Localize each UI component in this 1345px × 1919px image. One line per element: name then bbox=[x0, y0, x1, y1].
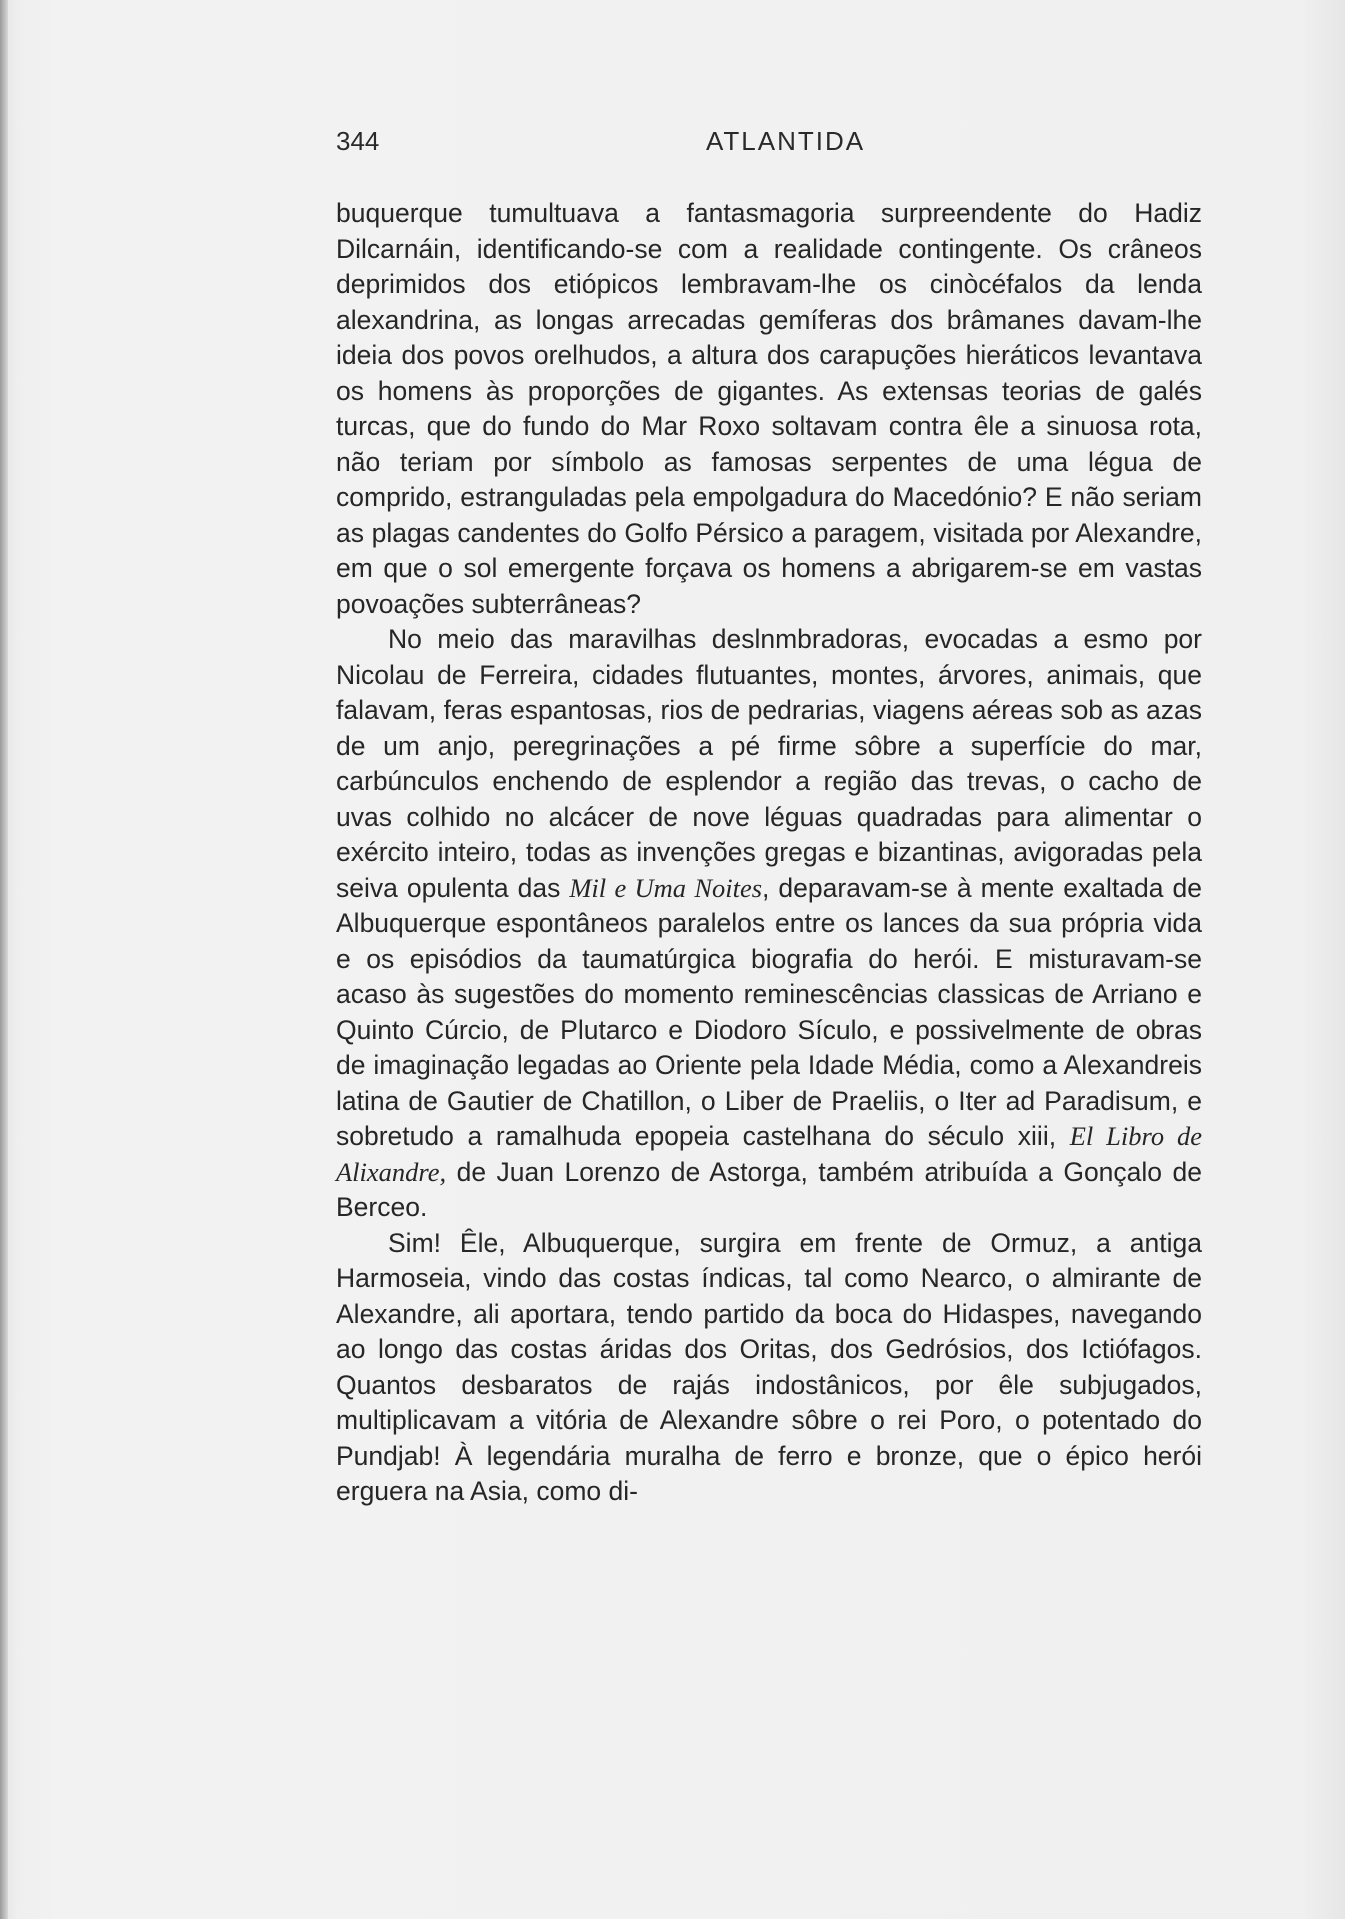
paragraph-2-part-1: No meio das maravilhas deslnmbradoras, evocadas a esmo por Nicolau de Ferreira, cidades flutuantes, montes, árvores, animais, que falavam, feras espantosas, rios de pedrarias, viagens aéreas sob as azas de um anjo, peregrinações a pé firme sôbre a superfície do mar, carbúnculos enchendo de esplendor a região das trevas, o cacho de uvas colhido no alcácer de nove léguas quadradas para alimentar o exército inteiro, todas as invenções gregas e bizantinas, avigoradas pela seiva opulenta das bbox=[336, 624, 1202, 903]
paragraph-3: Sim! Êle, Albuquerque, surgira em frente de Ormuz, a antiga Harmoseia, vindo das costas índicas, tal como Nearco, o almirante de Alexandre, ali aportara, tendo partido da boca do Hidaspes, navegando ao longo das costas áridas dos Oritas, dos Gedrósios, dos Ictiófagos. Quantos desbaratos de rajás indostânicos, por êle subjugados, multiplicavam a vitória de Alexandre sôbre o rei Poro, o potentado do Pundjab! À legendária muralha de ferro e bronze, que o épico herói erguera na Asia, como di- bbox=[336, 1227, 1202, 1506]
paragraph-2-part-2: , deparavam-se à mente exaltada de Albuquerque espontâneos paralelos entre os lances da sua própria vida e os episódios da taumatúrgica biografia do herói. E misturavam-se acaso às sugestões do momento reminescências classicas de Arriano e Quinto Cúrcio, de Plutarco e Diodoro Sículo, e possivelmente de obras de imaginação legadas ao Oriente pela Idade Média, como a Alexandreis latina de Gautier de Chatillon, o Liber de Praeliis, o Iter ad Paradisum, e sobretudo a ramalhuda epopeia castelhana do século xiii, bbox=[336, 872, 1202, 1151]
body-text bbox=[336, 196, 1202, 1510]
page-spine-shadow bbox=[0, 0, 8, 1919]
page-number: 344 bbox=[336, 126, 380, 156]
paragraph-2-part-3: de Juan Lorenzo de Astorga, também atribuída a Gonçalo de Berceo. bbox=[336, 1156, 1202, 1222]
paragraph-1: buquerque tumultuava a fantasmagoria surpreendente do Hadiz Dilcarnáin, identificando-se com a realidade contingente. Os crâneos deprimidos dos etiópicos lembravam-lhe os cinòcéfalos da lenda alexandrina, as longas arrecadas gemíferas dos brâmanes davam-lhe ideia dos povos orelhudos, a altura dos carapuções hieráticos levantava os homens às proporções de gigantes. As extensas teorias de galés turcas, que do fundo do Mar Roxo soltavam contra êle a sinuosa rota, não teriam por símbolo as famosas serpentes de uma légua de comprido, estranguladas pela empolgadura do Macedónio? E não seriam as plagas candentes do Golfo Pérsico a paragem, visitada por Alexandre, em que o sol emergente forçava os homens a abrigarem-se em vastas povoações subterrâneas? bbox=[336, 198, 1202, 619]
running-title: ATLANTIDA bbox=[706, 126, 866, 156]
paragraph-2 bbox=[336, 622, 1202, 1226]
page-header bbox=[336, 126, 1202, 166]
italic-title-mil-e-uma-noites: Mil e Uma Noites bbox=[569, 872, 763, 903]
italic-title-el-libro-de-alixandre: El Libro de Alixandre, bbox=[336, 1121, 1202, 1187]
